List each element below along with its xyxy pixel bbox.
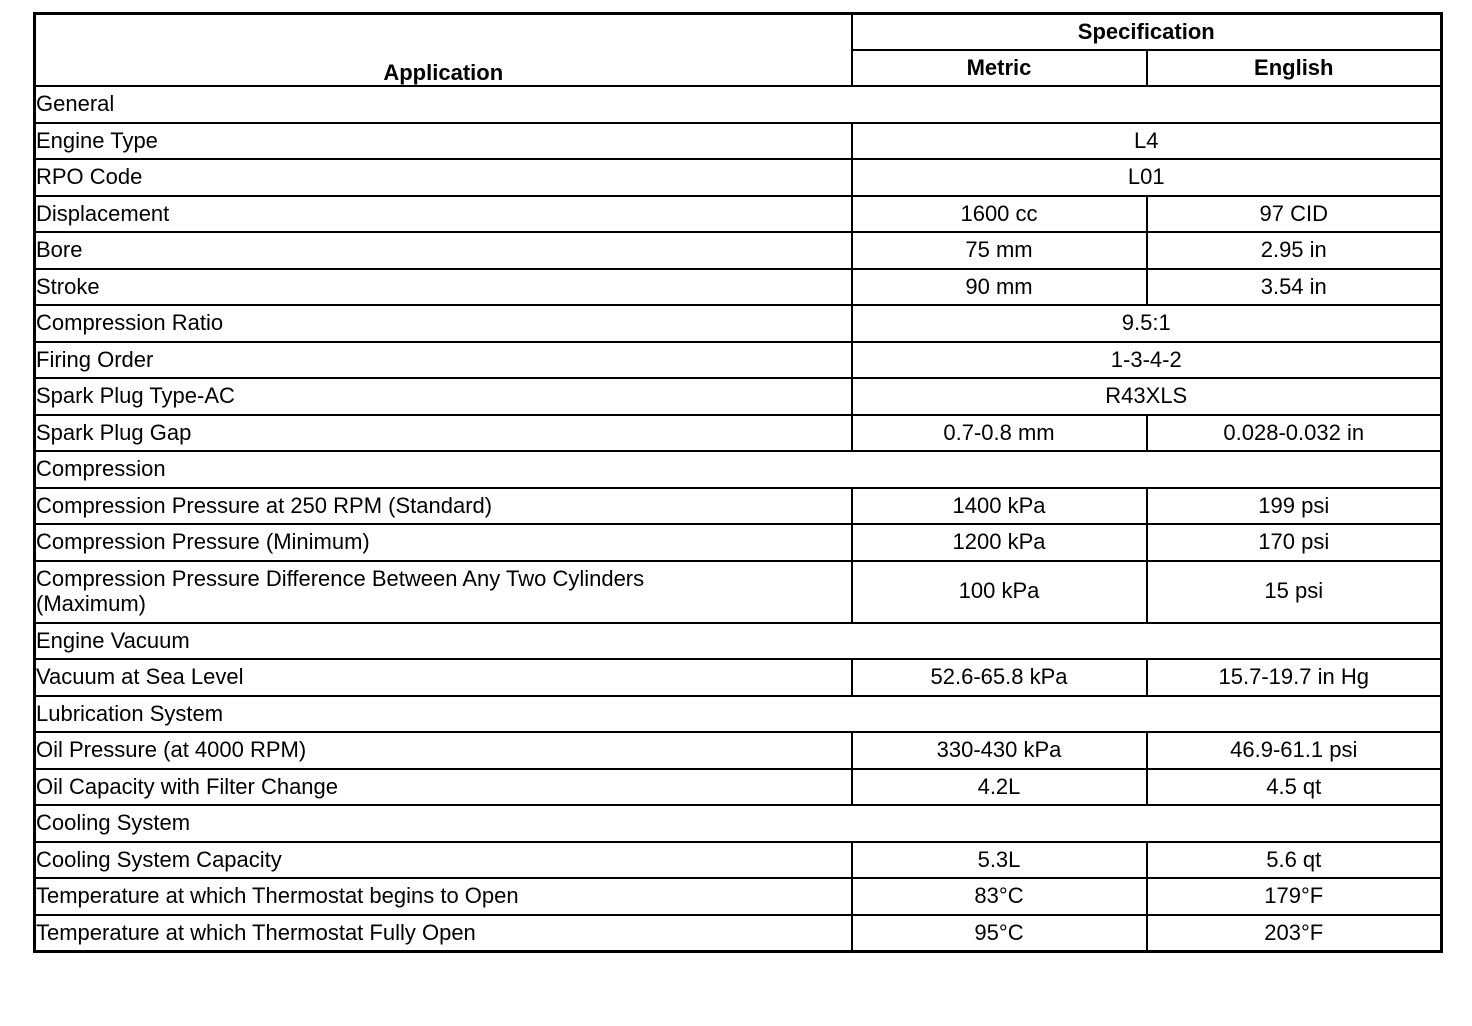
section-row xyxy=(35,623,1442,660)
application-cell: Firing Order xyxy=(35,342,852,379)
table-row xyxy=(35,915,1442,952)
application-label-continued: (Maximum) xyxy=(36,590,146,616)
specification-value-cell: L01 xyxy=(852,159,1442,196)
metric-value-cell: 5.3L xyxy=(852,842,1147,879)
english-value-cell: 15 psi xyxy=(1147,561,1442,623)
english-value-cell: 2.95 in xyxy=(1147,232,1442,269)
section-label: Engine Vacuum xyxy=(35,623,1442,660)
application-cell: Engine Type xyxy=(35,123,852,160)
english-header: English xyxy=(1147,50,1442,86)
section-label: Compression xyxy=(35,451,1442,488)
section-label: Lubrication System xyxy=(35,696,1442,733)
table-row xyxy=(35,415,1442,452)
application-cell: Compression Pressure (Minimum) xyxy=(35,524,852,561)
english-value-cell: 5.6 qt xyxy=(1147,842,1442,879)
metric-value-cell: 0.7-0.8 mm xyxy=(852,415,1147,452)
specification-value-cell: 1-3-4-2 xyxy=(852,342,1442,379)
section-row xyxy=(35,451,1442,488)
table-row xyxy=(35,732,1442,769)
application-cell: Cooling System Capacity xyxy=(35,842,852,879)
table-row xyxy=(35,305,1442,342)
application-cell: Temperature at which Thermostat Fully Open xyxy=(35,915,852,952)
english-value-cell: 170 psi xyxy=(1147,524,1442,561)
engine-specification-table xyxy=(33,12,1443,953)
table-row xyxy=(35,524,1442,561)
english-value-cell: 15.7-19.7 in Hg xyxy=(1147,659,1442,696)
table-row xyxy=(35,842,1442,879)
metric-value-cell: 100 kPa xyxy=(852,561,1147,623)
table-row xyxy=(35,659,1442,696)
application-header: Application xyxy=(35,14,852,87)
specification-header: Specification xyxy=(852,14,1442,51)
english-value-cell: 179°F xyxy=(1147,878,1442,915)
english-value-cell: 203°F xyxy=(1147,915,1442,952)
section-row xyxy=(35,696,1442,733)
section-row xyxy=(35,86,1442,123)
application-cell: RPO Code xyxy=(35,159,852,196)
section-row xyxy=(35,805,1442,842)
application-label: Compression Pressure Difference Between Any Two Cylinders xyxy=(36,566,645,592)
metric-value-cell: 330-430 kPa xyxy=(852,732,1147,769)
table-row xyxy=(35,878,1442,915)
application-cell: Bore xyxy=(35,232,852,269)
application-cell: Oil Capacity with Filter Change xyxy=(35,769,852,806)
english-value-cell: 97 CID xyxy=(1147,196,1442,233)
english-value-cell: 46.9-61.1 psi xyxy=(1147,732,1442,769)
table-row xyxy=(35,123,1442,160)
english-value-cell: 4.5 qt xyxy=(1147,769,1442,806)
section-label: Cooling System xyxy=(35,805,1442,842)
table-row xyxy=(35,196,1442,233)
section-label: General xyxy=(35,86,1442,123)
metric-value-cell: 90 mm xyxy=(852,269,1147,306)
application-cell xyxy=(35,561,852,623)
table-row xyxy=(35,232,1442,269)
application-cell: Compression Pressure at 250 RPM (Standard) xyxy=(35,488,852,525)
specification-value-cell: 9.5:1 xyxy=(852,305,1442,342)
specification-value-cell: R43XLS xyxy=(852,378,1442,415)
english-value-cell: 199 psi xyxy=(1147,488,1442,525)
table-row xyxy=(35,342,1442,379)
metric-value-cell: 83°C xyxy=(852,878,1147,915)
metric-value-cell: 75 mm xyxy=(852,232,1147,269)
table-body xyxy=(35,86,1442,952)
metric-value-cell: 1600 cc xyxy=(852,196,1147,233)
application-cell: Oil Pressure (at 4000 RPM) xyxy=(35,732,852,769)
table-row xyxy=(35,269,1442,306)
application-cell: Vacuum at Sea Level xyxy=(35,659,852,696)
application-cell: Temperature at which Thermostat begins to Open xyxy=(35,878,852,915)
application-cell: Compression Ratio xyxy=(35,305,852,342)
table-row xyxy=(35,769,1442,806)
application-cell: Stroke xyxy=(35,269,852,306)
application-cell: Spark Plug Type-AC xyxy=(35,378,852,415)
application-cell: Spark Plug Gap xyxy=(35,415,852,452)
metric-value-cell: 52.6-65.8 kPa xyxy=(852,659,1147,696)
metric-value-cell: 1200 kPa xyxy=(852,524,1147,561)
table-row xyxy=(35,488,1442,525)
metric-value-cell: 95°C xyxy=(852,915,1147,952)
metric-value-cell: 1400 kPa xyxy=(852,488,1147,525)
table-row xyxy=(35,378,1442,415)
header-row-top xyxy=(35,14,1442,51)
english-value-cell: 0.028-0.032 in xyxy=(1147,415,1442,452)
metric-header: Metric xyxy=(852,50,1147,86)
metric-value-cell: 4.2L xyxy=(852,769,1147,806)
table-row xyxy=(35,561,1442,623)
application-cell: Displacement xyxy=(35,196,852,233)
table-row xyxy=(35,159,1442,196)
english-value-cell: 3.54 in xyxy=(1147,269,1442,306)
specification-value-cell: L4 xyxy=(852,123,1442,160)
